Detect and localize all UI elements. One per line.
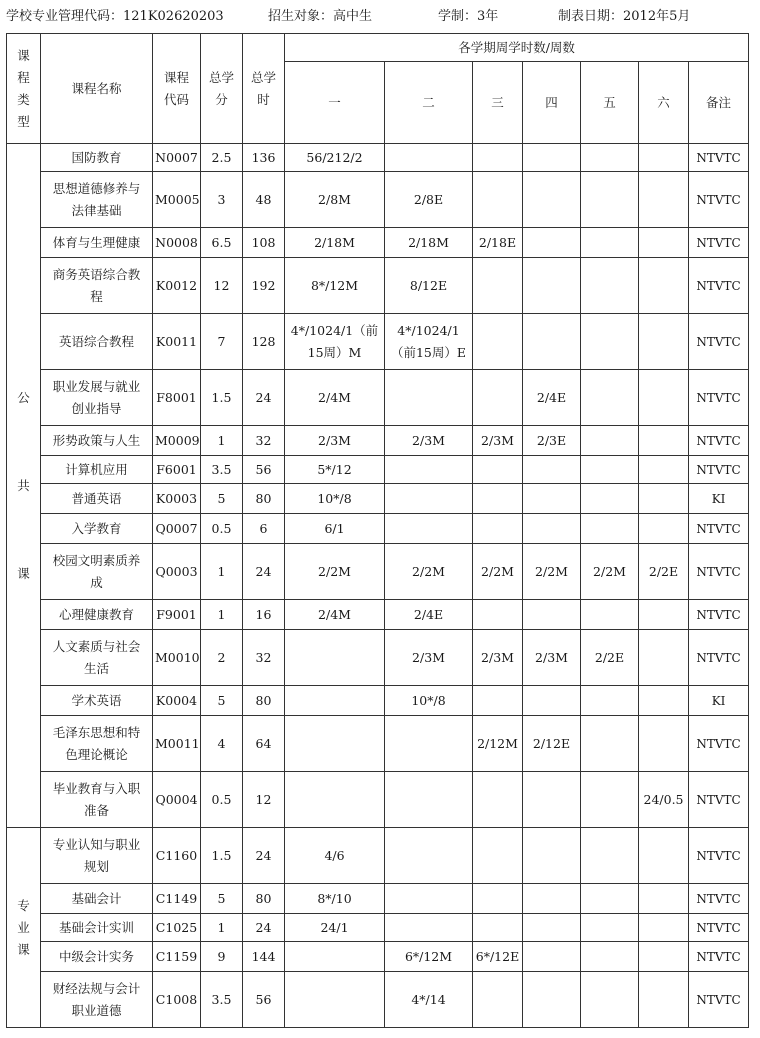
sem-4-cell: [523, 456, 581, 484]
note-cell: NTVTC: [689, 716, 749, 772]
table-row: [7, 828, 749, 884]
sem-6-cell: [639, 972, 689, 1028]
sem-2-cell: [385, 456, 473, 484]
sem-3-cell: 6*/12E: [473, 942, 523, 972]
course-hours: 32: [243, 630, 285, 686]
note-cell: NTVTC: [689, 314, 749, 370]
course-name: 形势政策与人生: [41, 426, 153, 456]
sem-2-cell: [385, 884, 473, 914]
sem-2-cell: 4*/1024/1 （前15周）E: [385, 314, 473, 370]
course-code: C1008: [153, 972, 201, 1028]
col-sem-1: 一: [285, 62, 385, 144]
course-code: M0011: [153, 716, 201, 772]
sem-5-cell: [581, 514, 639, 544]
sem-6-cell: [639, 456, 689, 484]
sem-4-cell: [523, 884, 581, 914]
col-course-code: 课程 代码: [153, 34, 201, 144]
sem-6-cell: [639, 686, 689, 716]
course-credits: 1.5: [201, 828, 243, 884]
sem-1-cell: 8*/10: [285, 884, 385, 914]
sem-2-cell: 4*/14: [385, 972, 473, 1028]
sem-1-cell: 2/4M: [285, 370, 385, 426]
sem-6-cell: [639, 258, 689, 314]
sem-2-cell: 2/18M: [385, 228, 473, 258]
group-public-courses: 公 共 课: [7, 144, 41, 828]
sem-1-cell: [285, 772, 385, 828]
course-credits: 0.5: [201, 772, 243, 828]
course-name: 校园文明素质养 成: [41, 544, 153, 600]
course-credits: 2: [201, 630, 243, 686]
sem-2-cell: 10*/8: [385, 686, 473, 716]
sem-5-cell: [581, 258, 639, 314]
sem-5-cell: [581, 314, 639, 370]
course-credits: 1.5: [201, 370, 243, 426]
sem-4-cell: [523, 484, 581, 514]
sem-4-cell: [523, 258, 581, 314]
sem-3-cell: 2/12M: [473, 716, 523, 772]
sem-4-cell: [523, 600, 581, 630]
col-sem-4: 四: [523, 62, 581, 144]
col-course-type: 课 程 类 型: [7, 34, 41, 144]
course-hours: 108: [243, 228, 285, 258]
course-name: 思想道德修养与 法律基础: [41, 172, 153, 228]
course-name: 职业发展与就业 创业指导: [41, 370, 153, 426]
sem-3-cell: [473, 144, 523, 172]
course-hours: 32: [243, 426, 285, 456]
note-cell: NTVTC: [689, 144, 749, 172]
sem-2-cell: 2/8E: [385, 172, 473, 228]
enrollment-target: 招生对象：高中生: [268, 9, 373, 24]
note-cell: NTVTC: [689, 456, 749, 484]
course-hours: 6: [243, 514, 285, 544]
col-total-credits: 总学 分: [201, 34, 243, 144]
note-cell: NTVTC: [689, 172, 749, 228]
course-hours: 12: [243, 772, 285, 828]
sem-5-cell: [581, 716, 639, 772]
sem-1-cell: 6/1: [285, 514, 385, 544]
course-code: F6001: [153, 456, 201, 484]
course-hours: 24: [243, 828, 285, 884]
sem-2-cell: 2/2M: [385, 544, 473, 600]
table-row: [7, 484, 749, 514]
sem-6-cell: [639, 914, 689, 942]
sem-1-cell: 2/8M: [285, 172, 385, 228]
table-row: [7, 972, 749, 1028]
course-hours: 56: [243, 972, 285, 1028]
table-row: [7, 630, 749, 686]
sem-3-cell: [473, 828, 523, 884]
sem-1-cell: [285, 716, 385, 772]
sem-1-cell: 4/6: [285, 828, 385, 884]
sem-5-cell: [581, 172, 639, 228]
sem-3-cell: [473, 456, 523, 484]
col-note: 备注: [689, 62, 749, 144]
sem-3-cell: 2/3M: [473, 426, 523, 456]
course-hours: 24: [243, 370, 285, 426]
course-hours: 56: [243, 456, 285, 484]
sem-4-cell: 2/12E: [523, 716, 581, 772]
course-name: 计算机应用: [41, 456, 153, 484]
course-code: C1159: [153, 942, 201, 972]
course-code: Q0003: [153, 544, 201, 600]
col-course-name: 课程名称: [41, 34, 153, 144]
course-credits: 3: [201, 172, 243, 228]
note-cell: NTVTC: [689, 258, 749, 314]
course-name: 毛泽东思想和特 色理论概论: [41, 716, 153, 772]
course-credits: 1: [201, 914, 243, 942]
note-cell: NTVTC: [689, 914, 749, 942]
table-row: [7, 228, 749, 258]
course-hours: 80: [243, 686, 285, 716]
course-credits: 3.5: [201, 456, 243, 484]
table-row: [7, 258, 749, 314]
sem-5-cell: [581, 972, 639, 1028]
note-cell: KI: [689, 484, 749, 514]
course-code: Q0004: [153, 772, 201, 828]
sem-6-cell: [639, 716, 689, 772]
sem-5-cell: [581, 456, 639, 484]
sem-5-cell: [581, 772, 639, 828]
course-credits: 7: [201, 314, 243, 370]
course-credits: 5: [201, 884, 243, 914]
sem-4-cell: [523, 514, 581, 544]
sem-1-cell: 4*/1024/1（前 15周）M: [285, 314, 385, 370]
table-row: [7, 544, 749, 600]
table-header-info: [6, 4, 756, 30]
sem-1-cell: 8*/12M: [285, 258, 385, 314]
course-name: 基础会计: [41, 884, 153, 914]
sem-2-cell: [385, 514, 473, 544]
sem-2-cell: [385, 484, 473, 514]
sem-2-cell: 8/12E: [385, 258, 473, 314]
sem-4-cell: [523, 972, 581, 1028]
course-name: 毕业教育与入职 准备: [41, 772, 153, 828]
sem-6-cell: [639, 828, 689, 884]
sem-1-cell: 2/2M: [285, 544, 385, 600]
sem-2-cell: 6*/12M: [385, 942, 473, 972]
sem-1-cell: 2/3M: [285, 426, 385, 456]
sem-3-cell: [473, 772, 523, 828]
course-code: N0008: [153, 228, 201, 258]
course-credits: 6.5: [201, 228, 243, 258]
note-cell: NTVTC: [689, 772, 749, 828]
table-row: [7, 514, 749, 544]
course-credits: 1: [201, 600, 243, 630]
sem-5-cell: [581, 600, 639, 630]
table-row: [7, 370, 749, 426]
sem-3-cell: 2/3M: [473, 630, 523, 686]
course-code: C1025: [153, 914, 201, 942]
sem-4-cell: [523, 686, 581, 716]
sem-2-cell: [385, 716, 473, 772]
course-hours: 144: [243, 942, 285, 972]
sem-6-cell: [639, 514, 689, 544]
sem-4-cell: [523, 314, 581, 370]
sem-4-cell: [523, 228, 581, 258]
course-hours: 80: [243, 884, 285, 914]
course-code: M0005: [153, 172, 201, 228]
course-credits: 1: [201, 544, 243, 600]
col-semesters-title: 各学期周学时数/周数: [285, 34, 749, 62]
course-name: 基础会计实训: [41, 914, 153, 942]
course-code: N0007: [153, 144, 201, 172]
sem-1-cell: 24/1: [285, 914, 385, 942]
course-name: 人文素质与社会 生活: [41, 630, 153, 686]
sem-4-cell: 2/3E: [523, 426, 581, 456]
sem-4-cell: 2/3M: [523, 630, 581, 686]
course-code: M0010: [153, 630, 201, 686]
sem-3-cell: [473, 600, 523, 630]
course-hours: 48: [243, 172, 285, 228]
sem-6-cell: [639, 144, 689, 172]
sem-3-cell: [473, 884, 523, 914]
sem-3-cell: [473, 172, 523, 228]
sem-6-cell: [639, 600, 689, 630]
sem-6-cell: [639, 484, 689, 514]
sem-1-cell: [285, 630, 385, 686]
table-row: [7, 456, 749, 484]
sem-1-cell: [285, 686, 385, 716]
course-credits: 9: [201, 942, 243, 972]
course-code: K0004: [153, 686, 201, 716]
sem-3-cell: [473, 972, 523, 1028]
note-cell: NTVTC: [689, 426, 749, 456]
sem-2-cell: 2/3M: [385, 426, 473, 456]
col-sem-5: 五: [581, 62, 639, 144]
course-name: 入学教育: [41, 514, 153, 544]
table-row: [7, 914, 749, 942]
course-hours: 128: [243, 314, 285, 370]
sem-1-cell: 2/18M: [285, 228, 385, 258]
table-row: [7, 716, 749, 772]
table-row: [7, 884, 749, 914]
sem-5-cell: [581, 828, 639, 884]
note-cell: NTVTC: [689, 370, 749, 426]
sem-3-cell: [473, 314, 523, 370]
table-row: [7, 144, 749, 172]
table-row: [7, 772, 749, 828]
sem-1-cell: 10*/8: [285, 484, 385, 514]
course-hours: 80: [243, 484, 285, 514]
course-code: F8001: [153, 370, 201, 426]
note-cell: NTVTC: [689, 514, 749, 544]
sem-5-cell: [581, 228, 639, 258]
note-cell: NTVTC: [689, 630, 749, 686]
col-sem-2: 二: [385, 62, 473, 144]
sem-6-cell: 2/2E: [639, 544, 689, 600]
note-cell: NTVTC: [689, 544, 749, 600]
table-row: [7, 600, 749, 630]
table-row: [7, 314, 749, 370]
course-name: 体育与生理健康: [41, 228, 153, 258]
study-length: 学制：3年: [438, 9, 499, 24]
sem-4-cell: [523, 914, 581, 942]
sem-5-cell: [581, 426, 639, 456]
group-major-courses: 专 业 课: [7, 828, 41, 1028]
sem-6-cell: [639, 884, 689, 914]
course-code: C1160: [153, 828, 201, 884]
sem-3-cell: [473, 484, 523, 514]
course-credits: 4: [201, 716, 243, 772]
sem-2-cell: [385, 370, 473, 426]
sem-3-cell: [473, 258, 523, 314]
course-credits: 5: [201, 484, 243, 514]
note-cell: KI: [689, 686, 749, 716]
course-name: 学术英语: [41, 686, 153, 716]
col-sem-3: 三: [473, 62, 523, 144]
sem-4-cell: [523, 772, 581, 828]
course-code: F9001: [153, 600, 201, 630]
sem-2-cell: [385, 914, 473, 942]
note-cell: NTVTC: [689, 828, 749, 884]
course-credits: 2.5: [201, 144, 243, 172]
course-credits: 12: [201, 258, 243, 314]
course-code: K0012: [153, 258, 201, 314]
sem-5-cell: [581, 914, 639, 942]
course-name: 国防教育: [41, 144, 153, 172]
table-row: [7, 426, 749, 456]
sem-6-cell: [639, 314, 689, 370]
course-hours: 136: [243, 144, 285, 172]
course-name: 财经法规与会计 职业道德: [41, 972, 153, 1028]
course-code: C1149: [153, 884, 201, 914]
sem-6-cell: [639, 942, 689, 972]
sem-6-cell: [639, 426, 689, 456]
sem-2-cell: [385, 772, 473, 828]
course-name: 普通英语: [41, 484, 153, 514]
course-name: 英语综合教程: [41, 314, 153, 370]
sem-5-cell: [581, 144, 639, 172]
course-code: K0011: [153, 314, 201, 370]
sem-1-cell: 56/212/2: [285, 144, 385, 172]
course-hours: 192: [243, 258, 285, 314]
sem-3-cell: [473, 686, 523, 716]
sem-5-cell: 2/2E: [581, 630, 639, 686]
course-code: Q0007: [153, 514, 201, 544]
sem-6-cell: [639, 228, 689, 258]
course-name: 中级会计实务: [41, 942, 153, 972]
course-credits: 1: [201, 426, 243, 456]
note-cell: NTVTC: [689, 600, 749, 630]
sem-5-cell: [581, 686, 639, 716]
course-credits: 5: [201, 686, 243, 716]
course-name: 心理健康教育: [41, 600, 153, 630]
course-name: 商务英语综合教 程: [41, 258, 153, 314]
table-row: [7, 686, 749, 716]
sem-3-cell: [473, 914, 523, 942]
sem-5-cell: 2/2M: [581, 544, 639, 600]
table-row: [7, 172, 749, 228]
course-hours: 24: [243, 544, 285, 600]
table-date: 制表日期：2012年5月: [558, 9, 691, 24]
sem-2-cell: 2/3M: [385, 630, 473, 686]
course-hours: 16: [243, 600, 285, 630]
sem-6-cell: [639, 370, 689, 426]
sem-3-cell: [473, 514, 523, 544]
course-credits: 0.5: [201, 514, 243, 544]
note-cell: NTVTC: [689, 884, 749, 914]
sem-1-cell: 5*/12: [285, 456, 385, 484]
sem-5-cell: [581, 370, 639, 426]
sem-4-cell: [523, 942, 581, 972]
col-sem-6: 六: [639, 62, 689, 144]
sem-1-cell: [285, 972, 385, 1028]
school-code: 学校专业管理代码：121K02620203: [6, 9, 224, 24]
sem-1-cell: 2/4M: [285, 600, 385, 630]
note-cell: NTVTC: [689, 942, 749, 972]
sem-1-cell: [285, 942, 385, 972]
sem-3-cell: 2/18E: [473, 228, 523, 258]
sem-4-cell: [523, 828, 581, 884]
col-total-hours: 总学 时: [243, 34, 285, 144]
table-row: [7, 942, 749, 972]
sem-3-cell: 2/2M: [473, 544, 523, 600]
note-cell: NTVTC: [689, 228, 749, 258]
course-hours: 64: [243, 716, 285, 772]
sem-2-cell: [385, 144, 473, 172]
course-name: 专业认知与职业 规划: [41, 828, 153, 884]
sem-4-cell: 2/4E: [523, 370, 581, 426]
sem-6-cell: [639, 630, 689, 686]
course-hours: 24: [243, 914, 285, 942]
course-code: M0009: [153, 426, 201, 456]
sem-4-cell: [523, 144, 581, 172]
sem-4-cell: 2/2M: [523, 544, 581, 600]
sem-6-cell: 24/0.5: [639, 772, 689, 828]
course-credits: 3.5: [201, 972, 243, 1028]
sem-2-cell: 2/4E: [385, 600, 473, 630]
sem-2-cell: [385, 828, 473, 884]
sem-5-cell: [581, 942, 639, 972]
sem-4-cell: [523, 172, 581, 228]
note-cell: NTVTC: [689, 972, 749, 1028]
sem-3-cell: [473, 370, 523, 426]
course-code: K0003: [153, 484, 201, 514]
sem-5-cell: [581, 884, 639, 914]
sem-6-cell: [639, 172, 689, 228]
course-plan-table: [6, 33, 749, 1028]
sem-5-cell: [581, 484, 639, 514]
